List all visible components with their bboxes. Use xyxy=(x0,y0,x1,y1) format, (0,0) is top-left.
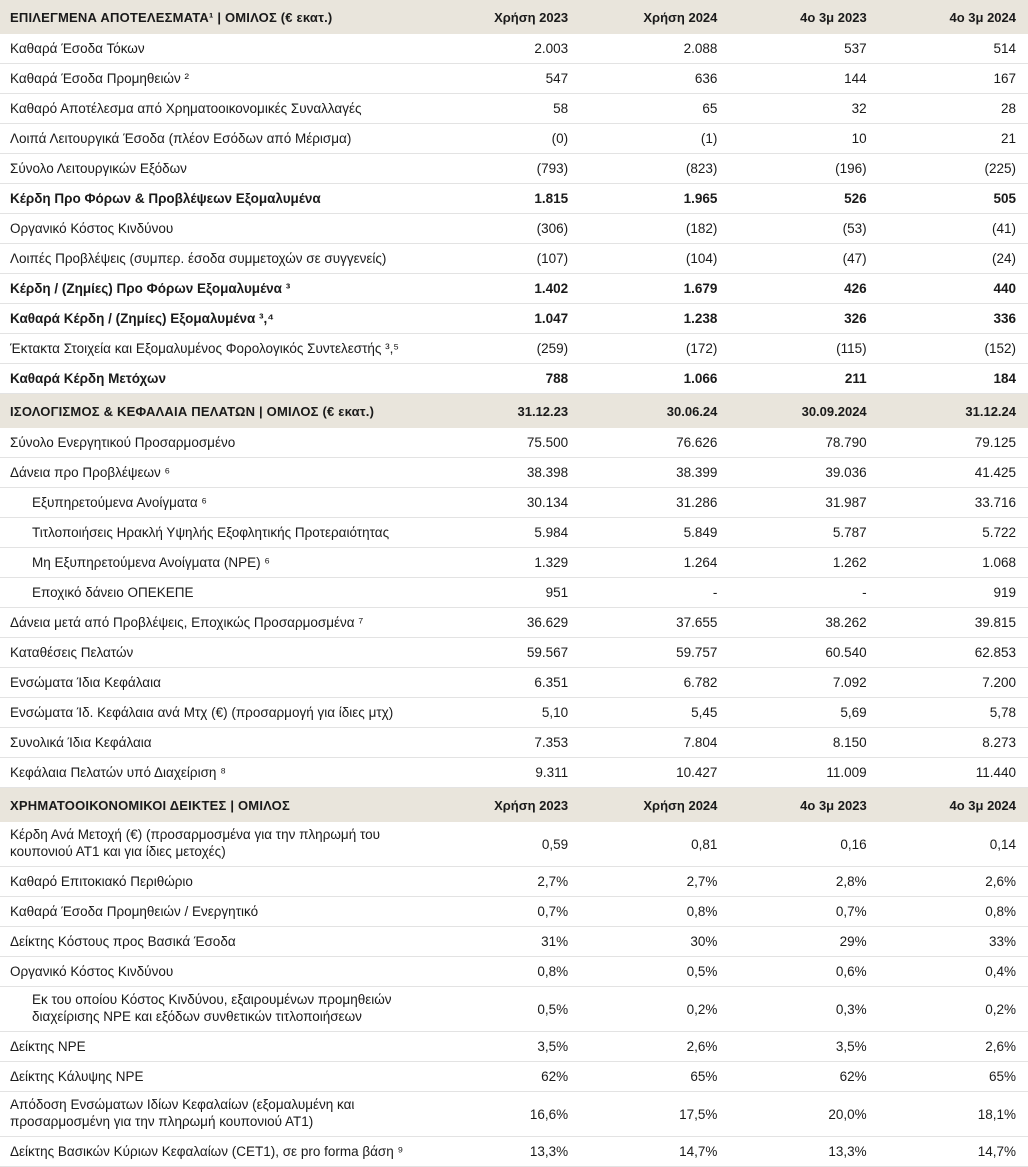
row-value: 18,1% xyxy=(879,1092,1028,1137)
column-header: 4ο 3μ 2024 xyxy=(949,9,1016,25)
row-value: 0,81 xyxy=(580,822,729,867)
row-label: Καθαρά Έσοδα Προμηθειών ² xyxy=(0,64,431,94)
row-value: 6.782 xyxy=(580,668,729,698)
row-label: Κέρδη Ανά Μετοχή (€) (προσαρμοσμένα για την πληρωμή του κουπονιού ΑΤ1 και για ίδιες μετοχές) xyxy=(0,822,431,867)
row-value: 1.047 xyxy=(431,304,580,334)
row-label: Δείκτης Κάλυψης NPE xyxy=(0,1062,431,1092)
table-row xyxy=(0,488,1028,518)
section-header-ratios xyxy=(0,788,1028,823)
row-value: 38.398 xyxy=(431,458,580,488)
row-value: (41) xyxy=(879,214,1028,244)
row-value: 13,3% xyxy=(729,1137,878,1167)
row-value: 10.427 xyxy=(580,758,729,788)
row-value: 8.273 xyxy=(879,728,1028,758)
column-header: 31.12.24 xyxy=(965,403,1016,419)
row-value: 0,16 xyxy=(729,822,878,867)
table-row xyxy=(0,214,1028,244)
row-label: Μη Εξυπηρετούμενα Ανοίγματα (NPE) ⁶ xyxy=(0,548,431,578)
row-label: Λοιπά Λειτουργικά Έσοδα (πλέον Εσόδων από Μέρισμα) xyxy=(0,124,431,154)
row-value: 547 xyxy=(431,64,580,94)
column-header: Χρήση 2024 xyxy=(643,797,718,813)
row-value: 38.262 xyxy=(729,608,878,638)
row-value: 2,7% xyxy=(580,867,729,897)
table-row xyxy=(0,822,1028,867)
row-value: (793) xyxy=(431,154,580,184)
row-label: Οργανικό Κόστος Κινδύνου xyxy=(0,214,431,244)
row-label: Ενσώματα Ίδ. Κεφάλαια ανά Μτχ (€) (προσαρμογή για ίδιες μτχ) xyxy=(0,698,431,728)
row-value: 5.787 xyxy=(729,518,878,548)
row-value: 30.134 xyxy=(431,488,580,518)
section-header-label: ΧΡΗΜΑΤΟΟΙΚΟΝΟΜΙΚΟΙ ΔΕΙΚΤΕΣ | ΟΜΙΛΟΣ xyxy=(10,797,290,813)
row-value: 13,3% xyxy=(431,1137,580,1167)
row-value: 5,45 xyxy=(580,698,729,728)
column-header: 30.06.24 xyxy=(666,403,718,419)
row-value: 39.815 xyxy=(879,608,1028,638)
row-value: (1) xyxy=(580,124,729,154)
row-value: 0,8% xyxy=(431,957,580,987)
row-value: 440 xyxy=(879,274,1028,304)
table-row xyxy=(0,304,1028,334)
row-value: (152) xyxy=(879,334,1028,364)
row-label: Κεφάλαια Πελατών υπό Διαχείριση ⁸ xyxy=(0,758,431,788)
row-value: 11.009 xyxy=(729,758,878,788)
row-value: 10 xyxy=(729,124,878,154)
row-label: Ενσώματα Ίδια Κεφάλαια xyxy=(0,668,431,698)
row-label: Καθαρά Κέρδη Μετόχων xyxy=(0,364,431,394)
table-row xyxy=(0,518,1028,548)
row-label: Σύνολο Λειτουργικών Εξόδων xyxy=(0,154,431,184)
row-value: 0,59 xyxy=(431,822,580,867)
table-row xyxy=(0,124,1028,154)
row-value: 1.066 xyxy=(580,364,729,394)
table-row xyxy=(0,987,1028,1032)
row-value: 2,6% xyxy=(879,1032,1028,1062)
row-label: Οργανικό Κόστος Κινδύνου xyxy=(0,957,431,987)
section-header-label: ΙΣΟΛΟΓΙΣΜΟΣ & ΚΕΦΑΛΑΙΑ ΠΕΛΑΤΩΝ | ΟΜΙΛΟΣ (€ εκατ.) xyxy=(10,403,375,419)
table-row xyxy=(0,608,1028,638)
row-value: 0,3% xyxy=(729,987,878,1032)
table-row xyxy=(0,364,1028,394)
row-label: Καθαρά Έσοδα Τόκων xyxy=(0,34,431,64)
row-value: 59.567 xyxy=(431,638,580,668)
table-row xyxy=(0,1092,1028,1137)
section-header-label: ΕΠΙΛΕΓΜΕΝΑ ΑΠΟΤΕΛΕΣΜΑΤΑ¹ | ΟΜΙΛΟΣ (€ εκατ.) xyxy=(10,9,333,25)
row-value: 0,8% xyxy=(879,897,1028,927)
section-header-results xyxy=(0,0,1028,34)
row-label: Δείκτης NPE xyxy=(0,1032,431,1062)
row-value: 537 xyxy=(729,34,878,64)
column-header: 4ο 3μ 2023 xyxy=(800,9,867,25)
row-value: 3,5% xyxy=(729,1032,878,1062)
row-value: 3,5% xyxy=(431,1032,580,1062)
row-value: 636 xyxy=(580,64,729,94)
column-header: Χρήση 2023 xyxy=(494,9,569,25)
row-label: Καθαρά Έσοδα Προμηθειών / Ενεργητικό xyxy=(0,897,431,927)
row-value: 0,2% xyxy=(879,987,1028,1032)
column-header: 31.12.23 xyxy=(517,403,569,419)
row-value: 32 xyxy=(729,94,878,124)
row-value: 21 xyxy=(879,124,1028,154)
row-value: 31% xyxy=(431,927,580,957)
row-value: 65% xyxy=(879,1062,1028,1092)
table-row xyxy=(0,244,1028,274)
section-header-balance xyxy=(0,394,1028,429)
row-value: 7.804 xyxy=(580,728,729,758)
row-label: Έκτακτα Στοιχεία και Εξομαλυμένος Φορολογικός Συντελεστής ³,⁵ xyxy=(0,334,431,364)
table-row xyxy=(0,548,1028,578)
row-label: Εξυπηρετούμενα Ανοίγματα ⁶ xyxy=(0,488,431,518)
row-value: 1.068 xyxy=(879,548,1028,578)
row-value: 1.262 xyxy=(729,548,878,578)
column-header: Χρήση 2023 xyxy=(494,797,569,813)
table-row xyxy=(0,1062,1028,1092)
row-value: 0,2% xyxy=(580,987,729,1032)
row-value: 1.402 xyxy=(431,274,580,304)
row-label: Δάνεια προ Προβλέψεων ⁶ xyxy=(0,458,431,488)
row-value: 7.353 xyxy=(431,728,580,758)
row-value: (53) xyxy=(729,214,878,244)
row-value: 41.425 xyxy=(879,458,1028,488)
row-value: 0,8% xyxy=(580,897,729,927)
row-value: 1.679 xyxy=(580,274,729,304)
table-row xyxy=(0,578,1028,608)
row-value: 2,8% xyxy=(729,867,878,897)
table-row xyxy=(0,1032,1028,1062)
row-value: 36.629 xyxy=(431,608,580,638)
row-value: 426 xyxy=(729,274,878,304)
row-value: 62% xyxy=(729,1062,878,1092)
row-value: 919 xyxy=(879,578,1028,608)
table-row xyxy=(0,668,1028,698)
table-row xyxy=(0,94,1028,124)
table-row xyxy=(0,458,1028,488)
table-row xyxy=(0,927,1028,957)
row-label: Καθαρά Κέρδη / (Ζημίες) Εξομαλυμένα ³,⁴ xyxy=(0,304,431,334)
row-label: Λοιπές Προβλέψεις (συμπερ. έσοδα συμμετοχών σε συγγενείς) xyxy=(0,244,431,274)
row-label: Δείκτης Κόστους προς Βασικά Έσοδα xyxy=(0,927,431,957)
column-header: 4ο 3μ 2023 xyxy=(800,797,867,813)
table-row xyxy=(0,758,1028,788)
row-value: 2,6% xyxy=(879,867,1028,897)
row-value: 0,4% xyxy=(879,957,1028,987)
row-value: (823) xyxy=(580,154,729,184)
row-value: (115) xyxy=(729,334,878,364)
row-label: Καθαρό Αποτέλεσμα από Χρηματοοικονομικές Συναλλαγές xyxy=(0,94,431,124)
row-value: 326 xyxy=(729,304,878,334)
row-value: 5.984 xyxy=(431,518,580,548)
row-value: 14,7% xyxy=(879,1137,1028,1167)
row-value: - xyxy=(729,578,878,608)
row-value: 2,7% xyxy=(431,867,580,897)
row-value: 0,7% xyxy=(431,897,580,927)
row-value: 14,7% xyxy=(580,1137,729,1167)
row-value: 11.440 xyxy=(879,758,1028,788)
row-value: 951 xyxy=(431,578,580,608)
table-row xyxy=(0,428,1028,458)
row-value: 2.088 xyxy=(580,34,729,64)
row-label: Καθαρό Επιτοκιακό Περιθώριο xyxy=(0,867,431,897)
row-value: 65 xyxy=(580,94,729,124)
row-value: 8.150 xyxy=(729,728,878,758)
table-row xyxy=(0,728,1028,758)
table-row xyxy=(0,274,1028,304)
row-value: 144 xyxy=(729,64,878,94)
row-value: 60.540 xyxy=(729,638,878,668)
row-value: 75.500 xyxy=(431,428,580,458)
row-value: 5,78 xyxy=(879,698,1028,728)
row-value: 2.003 xyxy=(431,34,580,64)
row-value: 62% xyxy=(431,1062,580,1092)
row-value: 37.655 xyxy=(580,608,729,638)
row-value: 167 xyxy=(879,64,1028,94)
row-value: 7.200 xyxy=(879,668,1028,698)
row-value: 6.351 xyxy=(431,668,580,698)
row-value: 28 xyxy=(879,94,1028,124)
row-value: (306) xyxy=(431,214,580,244)
row-value: 5.849 xyxy=(580,518,729,548)
row-value: (225) xyxy=(879,154,1028,184)
row-value: 20,0% xyxy=(729,1092,878,1137)
row-value: 0,7% xyxy=(729,897,878,927)
row-value: (0) xyxy=(431,124,580,154)
table-row xyxy=(0,154,1028,184)
column-header: 30.09.2024 xyxy=(801,403,867,419)
row-label: Εποχικό δάνειο ΟΠΕΚΕΠΕ xyxy=(0,578,431,608)
row-label: Συνολικά Ίδια Κεφάλαια xyxy=(0,728,431,758)
row-label: Κέρδη Προ Φόρων & Προβλέψεων Εξομαλυμένα xyxy=(0,184,431,214)
row-value: 39.036 xyxy=(729,458,878,488)
column-header: Χρήση 2024 xyxy=(643,9,718,25)
row-value: (104) xyxy=(580,244,729,274)
row-value: 62.853 xyxy=(879,638,1028,668)
row-value: 1.264 xyxy=(580,548,729,578)
row-value: (182) xyxy=(580,214,729,244)
row-label: Εκ του οποίου Κόστος Κινδύνου, εξαιρουμένων προμηθειών διαχείρισης NPE και εξόδων συνθετικών τιτλοποιήσεων xyxy=(0,987,431,1032)
row-value: (172) xyxy=(580,334,729,364)
row-value: 1.815 xyxy=(431,184,580,214)
row-label: Σύνολο Ενεργητικού Προσαρμοσμένο xyxy=(0,428,431,458)
table-row xyxy=(0,867,1028,897)
column-header: 4ο 3μ 2024 xyxy=(949,797,1016,813)
table-row xyxy=(0,34,1028,64)
table-row xyxy=(0,897,1028,927)
row-value: 0,6% xyxy=(729,957,878,987)
row-value: 59.757 xyxy=(580,638,729,668)
row-value: 29% xyxy=(729,927,878,957)
row-value: 38.399 xyxy=(580,458,729,488)
row-value: (107) xyxy=(431,244,580,274)
row-value: 5,69 xyxy=(729,698,878,728)
row-value: 78.790 xyxy=(729,428,878,458)
table-row xyxy=(0,638,1028,668)
row-value: 31.987 xyxy=(729,488,878,518)
table-row xyxy=(0,334,1028,364)
row-value: 9.311 xyxy=(431,758,580,788)
row-value: 33% xyxy=(879,927,1028,957)
row-value: 58 xyxy=(431,94,580,124)
table-row xyxy=(0,698,1028,728)
row-value: 31.286 xyxy=(580,488,729,518)
row-label: Δείκτης Βασικών Κύριων Κεφαλαίων (CET1), σε pro forma βάση ⁹ xyxy=(0,1137,431,1167)
table-row xyxy=(0,64,1028,94)
row-value: 336 xyxy=(879,304,1028,334)
row-value: (196) xyxy=(729,154,878,184)
row-value: 1.238 xyxy=(580,304,729,334)
row-value: 33.716 xyxy=(879,488,1028,518)
row-label: Καταθέσεις Πελατών xyxy=(0,638,431,668)
table-row xyxy=(0,957,1028,987)
row-value: 5.722 xyxy=(879,518,1028,548)
row-value: 788 xyxy=(431,364,580,394)
row-value: (259) xyxy=(431,334,580,364)
row-label: Απόδοση Ενσώματων Ιδίων Κεφαλαίων (εξομαλυμένη και προσαρμοσμένη για την πληρωμή κουπονιού ΑΤ1) xyxy=(0,1092,431,1137)
row-value: 526 xyxy=(729,184,878,214)
row-value: 16,6% xyxy=(431,1092,580,1137)
row-value: 211 xyxy=(729,364,878,394)
row-value: 65% xyxy=(580,1062,729,1092)
table-row xyxy=(0,1137,1028,1167)
row-value: 76.626 xyxy=(580,428,729,458)
row-value: 7.092 xyxy=(729,668,878,698)
row-value: 2,6% xyxy=(580,1032,729,1062)
row-label: Τιτλοποιήσεις Ηρακλή Υψηλής Εξοφλητικής Προτεραιότητας xyxy=(0,518,431,548)
row-value: 30% xyxy=(580,927,729,957)
row-label: Δάνεια μετά από Προβλέψεις, Εποχικώς Προσαρμοσμένα ⁷ xyxy=(0,608,431,638)
row-value: 5,10 xyxy=(431,698,580,728)
table-row xyxy=(0,184,1028,214)
row-value: (24) xyxy=(879,244,1028,274)
row-value: 0,14 xyxy=(879,822,1028,867)
row-label: Κέρδη / (Ζημίες) Προ Φόρων Εξομαλυμένα ³ xyxy=(0,274,431,304)
row-value: - xyxy=(580,578,729,608)
row-value: 1.965 xyxy=(580,184,729,214)
row-value: 184 xyxy=(879,364,1028,394)
row-value: 505 xyxy=(879,184,1028,214)
row-value: 0,5% xyxy=(431,987,580,1032)
row-value: (47) xyxy=(729,244,878,274)
row-value: 17,5% xyxy=(580,1092,729,1137)
row-value: 1.329 xyxy=(431,548,580,578)
row-value: 79.125 xyxy=(879,428,1028,458)
row-value: 514 xyxy=(879,34,1028,64)
row-value: 0,5% xyxy=(580,957,729,987)
